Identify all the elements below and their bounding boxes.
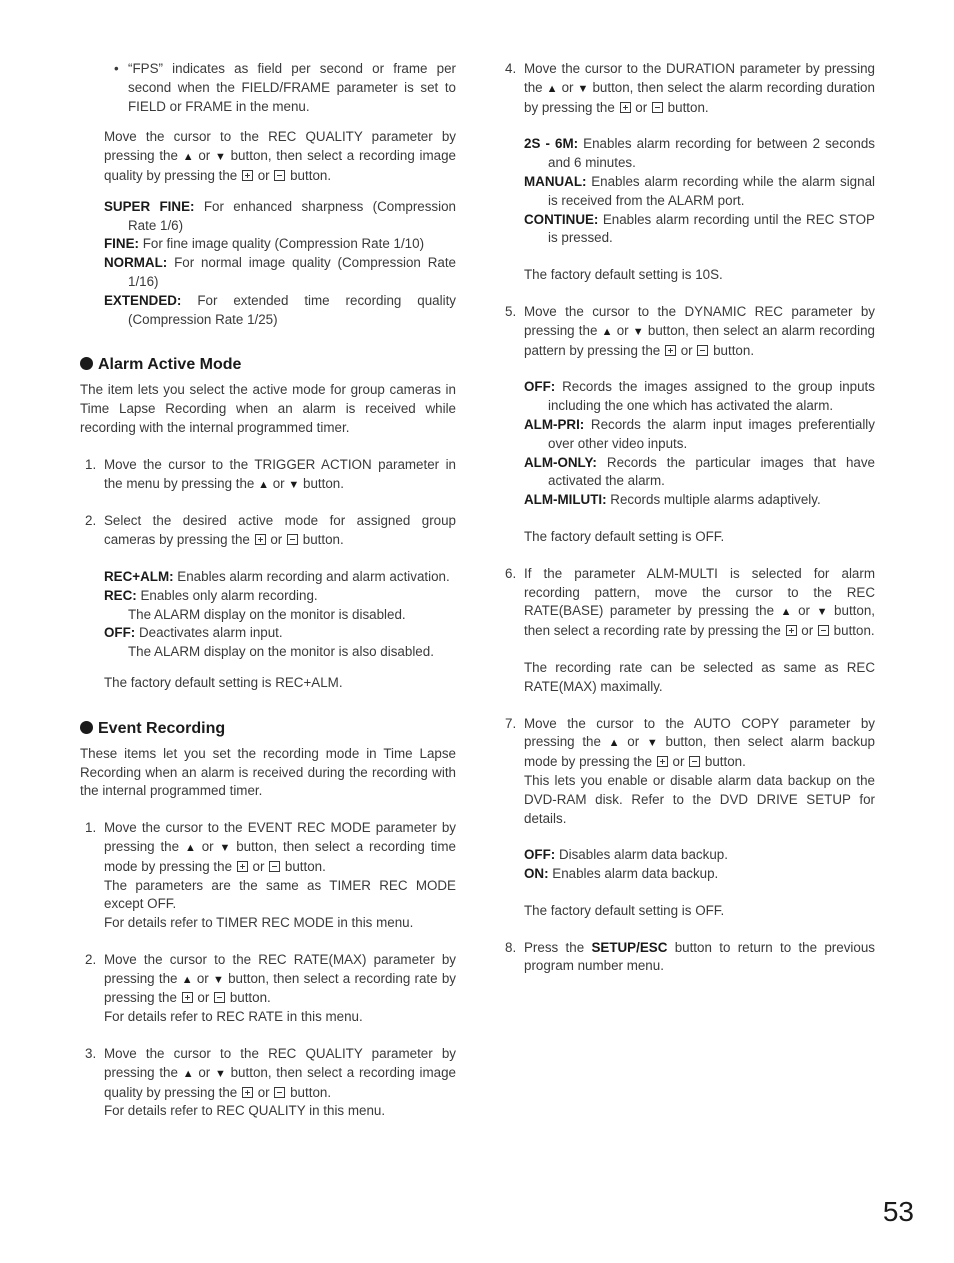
definition-item: REC+ALM: Enables alarm recording and alarm activation. bbox=[104, 568, 450, 584]
event-recording-heading: Event Recording bbox=[80, 719, 456, 739]
alarm-step-1: 1. Move the cursor to the TRIGGER ACTION parameter in the menu by pressing the ▲ or ▼ button. bbox=[80, 456, 456, 495]
minus-button-icon bbox=[274, 170, 285, 181]
alarm-intro: The item lets you select the active mode for group cameras in Time Lapse Recording when an alarm is received while recording with the internal programmed timer. bbox=[80, 382, 456, 435]
minus-button-icon bbox=[274, 1087, 285, 1098]
plus-button-icon bbox=[620, 102, 631, 113]
down-arrow-icon: ▼ bbox=[212, 973, 224, 986]
plus-button-icon bbox=[665, 345, 676, 356]
alarm-step-2: 2. Select the desired active mode for assigned group cameras by pressing the or button. bbox=[85, 513, 456, 548]
step-7-default: The factory default setting is OFF. bbox=[524, 902, 725, 918]
fps-bullet bbox=[80, 60, 456, 116]
down-arrow-icon: ▼ bbox=[646, 737, 658, 750]
down-arrow-icon: ▼ bbox=[219, 841, 231, 854]
definition-item: OFF: Disables alarm data backup. bbox=[524, 847, 728, 863]
definition-item: OFF: Records the images assigned to the group inputs including the one which has activated the alarm. bbox=[524, 379, 875, 414]
plus-button-icon bbox=[182, 992, 193, 1003]
up-arrow-icon: ▲ bbox=[601, 325, 613, 338]
definition-item: ALM-PRI: Records the alarm input images preferentially over other video inputs. bbox=[524, 416, 875, 451]
definition-item: EXTENDED: For extended time recording quality (Compression Rate 1/25) bbox=[104, 292, 456, 327]
definition-item: FINE: For fine image quality (Compression Rate 1/10) bbox=[104, 236, 425, 252]
minus-button-icon bbox=[287, 534, 298, 545]
plus-button-icon bbox=[242, 1087, 253, 1098]
event-step-2-ref: For details refer to REC RATE in this menu. bbox=[104, 1009, 363, 1025]
up-arrow-icon: ▲ bbox=[184, 841, 196, 854]
step-5-default: The factory default setting is OFF. bbox=[524, 528, 725, 544]
plus-button-icon bbox=[255, 534, 266, 545]
definition-item: MANUAL: Enables alarm recording while the alarm signal is received from the ALARM port. bbox=[524, 173, 875, 208]
event-step-1-note: The parameters are the same as TIMER REC MODE except OFF. bbox=[104, 877, 456, 912]
up-arrow-icon: ▲ bbox=[608, 737, 620, 750]
heading-bullet-icon bbox=[80, 357, 93, 370]
right-column bbox=[505, 60, 875, 976]
up-arrow-icon: ▲ bbox=[780, 606, 792, 619]
down-arrow-icon: ▼ bbox=[214, 151, 226, 164]
minus-button-icon bbox=[652, 102, 663, 113]
up-arrow-icon: ▲ bbox=[182, 151, 194, 164]
alarm-mode-list bbox=[80, 568, 456, 662]
minus-button-icon bbox=[697, 345, 708, 356]
definition-item: ALM-MILUTI: Records multiple alarms adaptively. bbox=[524, 492, 821, 508]
plus-button-icon bbox=[786, 625, 797, 636]
bullet-dot: • bbox=[114, 61, 119, 76]
auto-copy-list bbox=[505, 846, 875, 884]
dynamic-rec-list bbox=[505, 378, 875, 510]
minus-button-icon bbox=[214, 992, 225, 1003]
heading-bullet-icon bbox=[80, 721, 93, 734]
step-8: 8. Press the SETUP/ESC button to return to the previous program number menu. bbox=[505, 939, 875, 974]
step-4: 4. Move the cursor to the DURATION parameter by pressing the ▲ or ▼ button, then select the alarm recording duration by pressing the or button. bbox=[505, 61, 875, 115]
plus-button-icon bbox=[657, 756, 668, 767]
step-6-note: The recording rate can be selected as same as REC RATE(MAX) maximally. bbox=[524, 659, 875, 694]
up-arrow-icon: ▲ bbox=[181, 973, 193, 986]
definition-item: ON: Enables alarm data backup. bbox=[524, 866, 719, 882]
minus-button-icon bbox=[269, 861, 280, 872]
definition-item: 2S - 6M: Enables alarm recording for between 2 seconds and 6 minutes. bbox=[524, 136, 875, 171]
definition-item: CONTINUE: Enables alarm recording until the REC STOP is pressed. bbox=[524, 211, 875, 246]
up-arrow-icon: ▲ bbox=[182, 1067, 194, 1080]
event-intro: These items let you set the recording mode in Time Lapse Recording when an alarm is received during the recording with the internal programmed timer. bbox=[80, 745, 456, 799]
definition-item: ALM-ONLY: Records the particular images that have activated the alarm. bbox=[524, 454, 875, 489]
event-step-1-ref: For details refer to TIMER REC MODE in this menu. bbox=[104, 915, 414, 931]
definition-item: NORMAL: For normal image quality (Compression Rate 1/16) bbox=[104, 255, 456, 289]
definition-item: SUPER FINE: For enhanced sharpness (Compression Rate 1/6) bbox=[104, 198, 456, 233]
plus-button-icon bbox=[242, 170, 253, 181]
definition-note: The ALARM display on the monitor is also disabled. bbox=[128, 644, 434, 660]
step-4-default: The factory default setting is 10S. bbox=[524, 267, 723, 283]
definition-item: OFF: Deactivates alarm input. bbox=[104, 625, 283, 641]
page-number: 53 bbox=[882, 1196, 914, 1227]
down-arrow-icon: ▼ bbox=[816, 606, 828, 619]
quality-definition-list bbox=[80, 198, 456, 330]
event-step-2: 2. Move the cursor to the REC RATE(MAX) parameter by pressing the ▲ or ▼ button, then select a recording rate by pressing the or button. bbox=[85, 951, 456, 1006]
rec-quality-intro: Move the cursor to the REC QUALITY parameter by pressing the ▲ or ▼ button, then select a recording image quality by pressing the or button. bbox=[104, 129, 456, 183]
down-arrow-icon: ▼ bbox=[214, 1067, 226, 1080]
step-7: 7. Move the cursor to the AUTO COPY parameter by pressing the ▲ or ▼ button, then select alarm backup mode by pressing the or button. bbox=[505, 715, 875, 770]
up-arrow-icon: ▲ bbox=[258, 478, 269, 491]
alarm-active-mode-heading: Alarm Active Mode bbox=[80, 355, 456, 375]
event-step-3-ref: For details refer to REC QUALITY in this menu. bbox=[104, 1103, 386, 1119]
event-step-3: 3. Move the cursor to the REC QUALITY parameter by pressing the ▲ or ▼ button, then select a recording image quality by pressing the or button. bbox=[85, 1046, 456, 1100]
up-arrow-icon: ▲ bbox=[546, 82, 558, 95]
plus-button-icon bbox=[237, 861, 248, 872]
minus-button-icon bbox=[818, 625, 829, 636]
down-arrow-icon: ▼ bbox=[577, 82, 589, 95]
fps-bullet-text: “FPS” indicates as field per second or frame per second when the FIELD/FRAME parameter is set to FIELD or FRAME in the menu. bbox=[128, 61, 456, 114]
alarm-default: The factory default setting is REC+ALM. bbox=[104, 674, 343, 690]
minus-button-icon bbox=[689, 756, 700, 767]
step-7-note: This lets you enable or disable alarm data backup on the DVD-RAM disk. Refer to the DVD DRIVE SETUP for details. bbox=[524, 772, 875, 826]
down-arrow-icon: ▼ bbox=[632, 325, 644, 338]
down-arrow-icon: ▼ bbox=[288, 478, 300, 491]
step-5: 5. Move the cursor to the DYNAMIC REC parameter by pressing the ▲ or ▼ button, then select an alarm recording pattern by pressing the or button. bbox=[505, 303, 875, 358]
definition-item: REC: Enables only alarm recording. bbox=[104, 587, 318, 603]
duration-list bbox=[505, 135, 875, 248]
left-column bbox=[80, 60, 456, 1121]
event-step-1: 1. Move the cursor to the EVENT REC MODE parameter by pressing the ▲ or ▼ button, then select a recording time mode by pressing the or button. bbox=[85, 820, 456, 874]
step-6: 6. If the parameter ALM-MULTI is selected for alarm recording pattern, move the cursor to the REC RATE(BASE) parameter by pressing the ▲ or ▼ button, then select a recording rate by pressing the or button. bbox=[505, 565, 875, 639]
definition-note: The ALARM display on the monitor is disabled. bbox=[128, 606, 406, 622]
